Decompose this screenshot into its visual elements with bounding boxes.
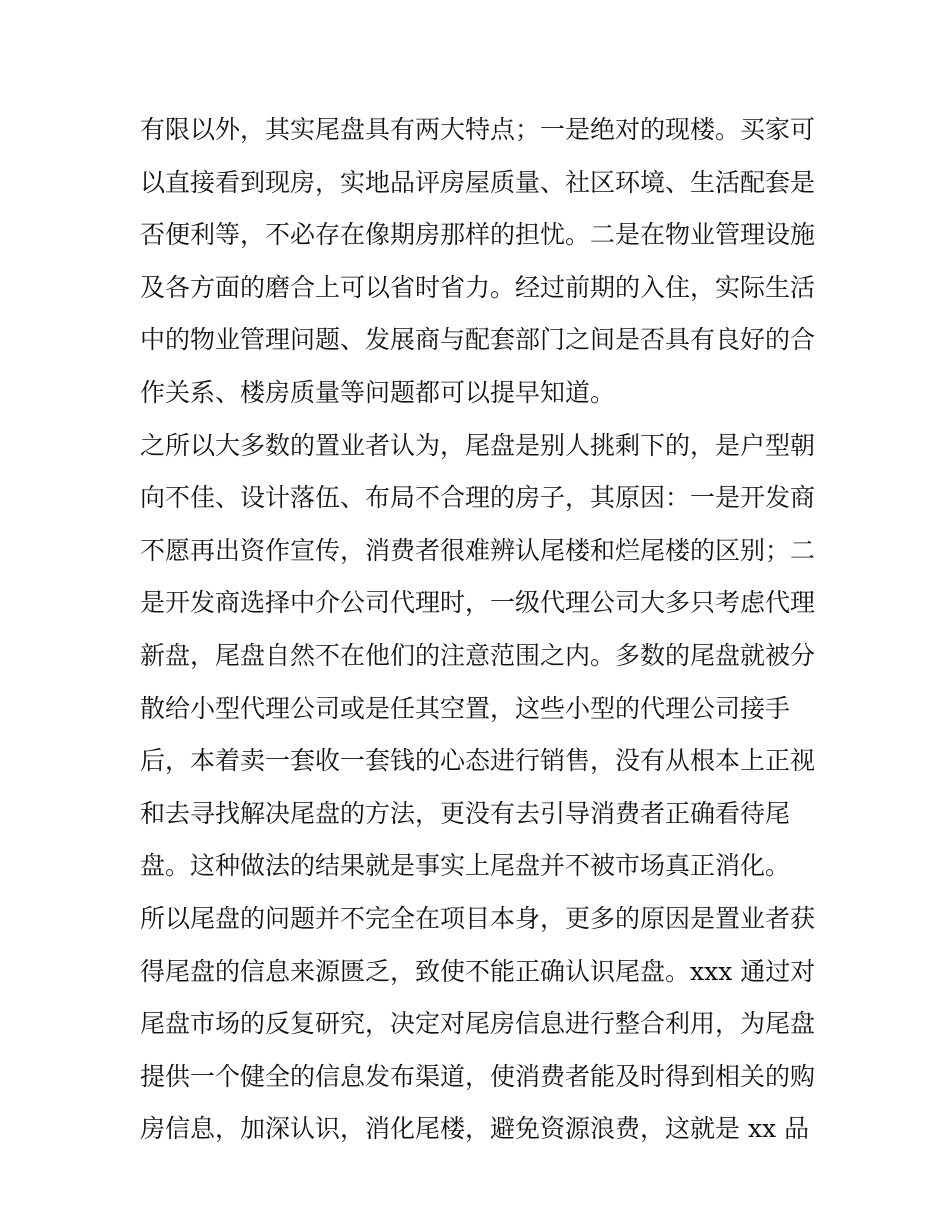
text-line: 否便利等，不必存在像期房那样的担忧。二是在物业管理设施 (140, 220, 816, 250)
text-line: 及各方面的磨合上可以省时省力。经过前期的入住，实际生活 (140, 272, 816, 302)
text-line: 新盘，尾盘自然不在他们的注意范围之内。多数的尾盘就被分 (140, 640, 816, 670)
body-text (140, 104, 820, 1156)
text-line: 作关系、楼房质量等问题都可以提早知道。 (140, 377, 616, 407)
text-line: 之所以大多数的置业者认为，尾盘是别人挑剩下的，是户型朝 (140, 430, 816, 460)
text-line: 有限以外，其实尾盘具有两大特点；一是绝对的现楼。买家可 (140, 115, 816, 144)
text-line: 提供一个健全的信息发布渠道，使消费者能及时得到相关的购 (140, 1061, 816, 1091)
text-line: 向不佳、设计落伍、布局不合理的房子，其原因：一是开发商 (140, 483, 816, 513)
text-line: 房信息，加深认识，消化尾楼，避免资源浪费，这就是 xx 品 (140, 1114, 810, 1144)
text-line: 是开发商选择中介公司代理时，一级代理公司大多只考虑代理 (140, 588, 816, 618)
text-line: 和去寻找解决尾盘的方法，更没有去引导消费者正确看待尾 (140, 798, 791, 828)
text-line: 以直接看到现房，实地品评房屋质量、社区环境、生活配套是 (140, 167, 816, 197)
text-line: 后，本着卖一套收一套钱的心态进行销售，没有从根本上正视 (140, 746, 816, 776)
text-line: 盘。这种做法的结果就是事实上尾盘并不被市场真正消化。 (140, 851, 791, 881)
text-line: 尾盘市场的反复研究，决定对尾房信息进行整合利用，为尾盘 (140, 1009, 816, 1039)
text-line: 不愿再出资作宣传，消费者很难辨认尾楼和烂尾楼的区别；二 (140, 535, 816, 565)
text-line: 得尾盘的信息来源匮乏，致使不能正确认识尾盘。xxx 通过对 (140, 956, 816, 986)
text-line: 散给小型代理公司或是任其空置，这些小型的代理公司接手 (140, 693, 791, 723)
text-line: 中的物业管理问题、发展商与配套部门之间是否具有良好的合 (140, 325, 816, 355)
text-line: 所以尾盘的问题并不完全在项目本身，更多的原因是置业者获 (140, 903, 816, 933)
